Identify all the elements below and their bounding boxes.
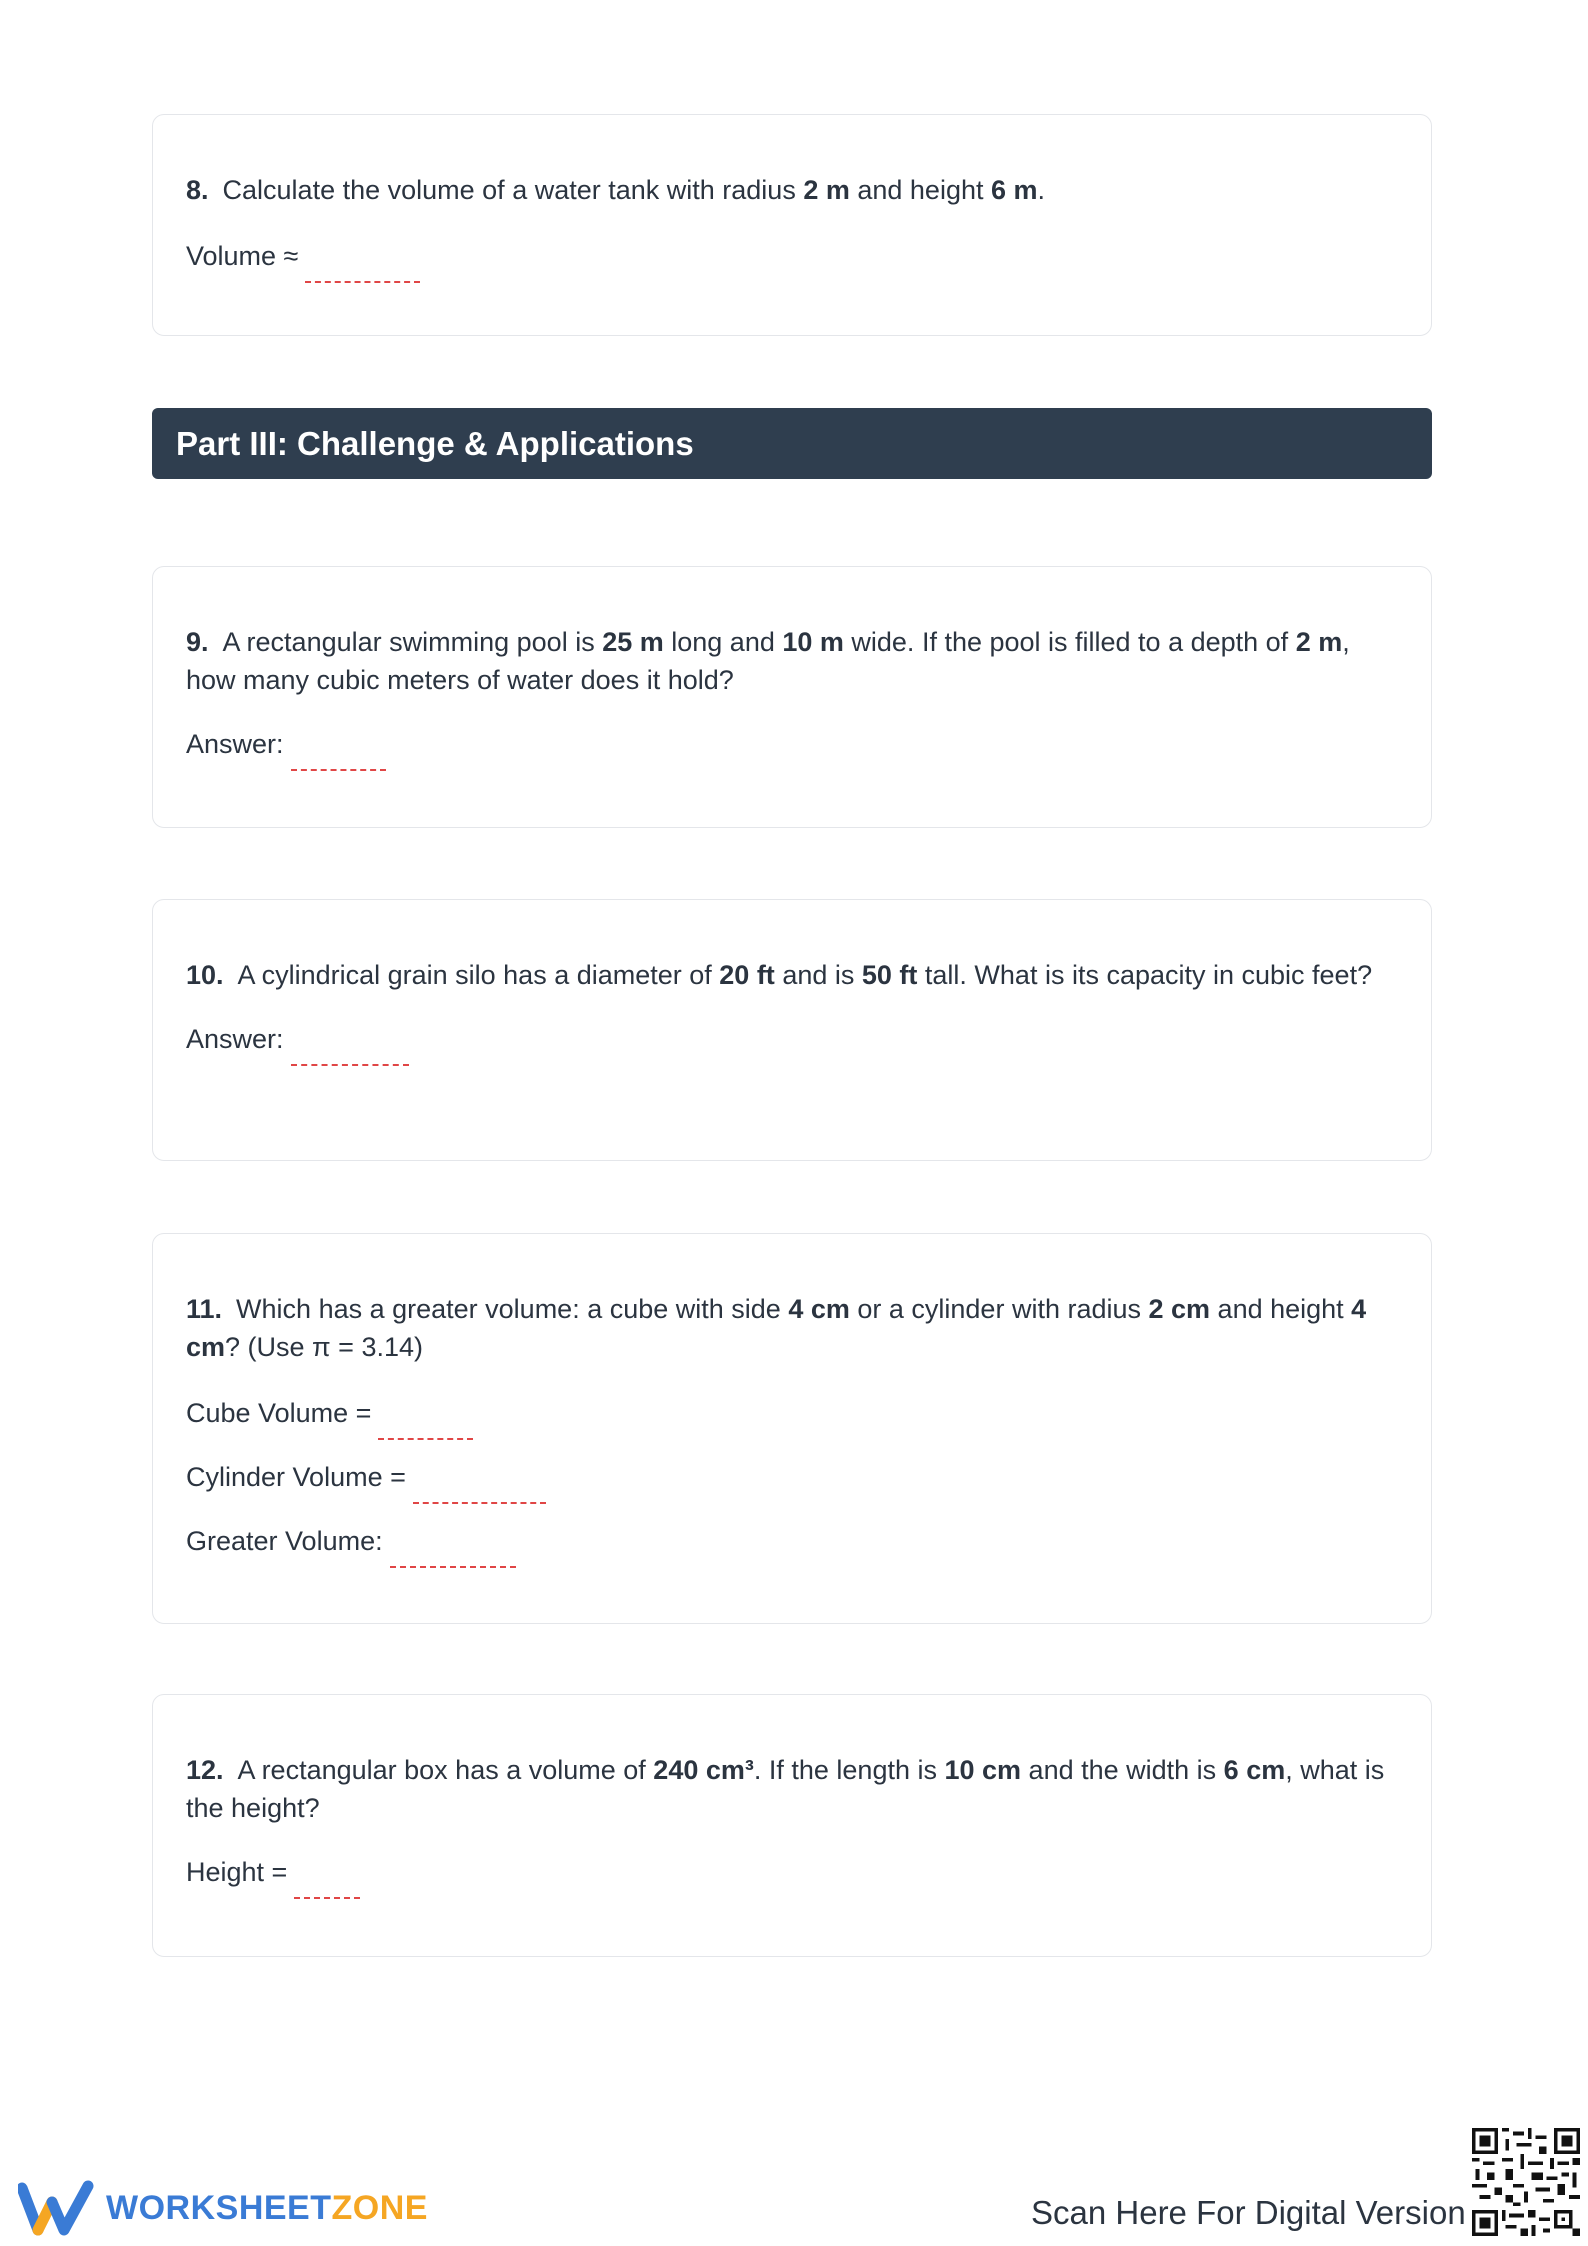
answer-label: Cube Volume = — [186, 1398, 372, 1428]
answer-label: Answer: — [186, 729, 284, 759]
answer-blank[interactable] — [390, 1546, 516, 1568]
answer-row — [186, 237, 1398, 275]
question-text: 8. Calculate the volume of a water tank with radius 2 m and height 6 m. — [186, 175, 1046, 205]
answer-blank[interactable] — [378, 1418, 473, 1440]
qr-code-icon[interactable] — [1472, 2128, 1580, 2236]
worksheetzone-logo[interactable] — [18, 2180, 428, 2236]
answer-row-cube — [186, 1394, 1398, 1432]
answer-label: Cylinder Volume = — [186, 1462, 406, 1492]
answer-row — [186, 725, 1398, 763]
question-number: 12. — [186, 1755, 224, 1785]
question-text: 10. A cylindrical grain silo has a diameter of 20 ft and is 50 ft tall. What is its capacity in cubic feet? — [186, 960, 1373, 990]
answer-blank[interactable] — [291, 1044, 409, 1066]
answer-row — [186, 1020, 1398, 1058]
section-header: Part III: Challenge & Applications — [152, 408, 1432, 479]
worksheetzone-logo-icon — [18, 2180, 94, 2236]
answer-blank[interactable] — [305, 261, 420, 283]
question-number: 9. — [186, 627, 209, 657]
question-card-10 — [152, 899, 1432, 1161]
question-text: 11. Which has a greater volume: a cube with side 4 cm or a cylinder with radius 2 cm and height 4 cm? (Use π = 3.14) — [186, 1294, 1367, 1362]
answer-label: Answer: — [186, 1024, 284, 1054]
question-text: 9. A rectangular swimming pool is 25 m long and 10 m wide. If the pool is filled to a depth of 2 m, how many cubic meters of water does it hold? — [186, 627, 1350, 695]
answer-label: Greater Volume: — [186, 1526, 383, 1556]
answer-label: Height = — [186, 1857, 288, 1887]
answer-row — [186, 1853, 1398, 1891]
answer-label: Volume ≈ — [186, 241, 299, 271]
answer-blank[interactable] — [413, 1482, 546, 1504]
question-number: 10. — [186, 960, 224, 990]
answer-blank[interactable] — [291, 749, 386, 771]
logo-text: WORKSHEETZONE — [106, 2188, 428, 2227]
question-number: 11. — [186, 1294, 223, 1324]
scan-caption: Scan Here For Digital Version — [1031, 2194, 1466, 2231]
answer-row-cylinder — [186, 1458, 1398, 1496]
question-card-8 — [152, 114, 1432, 336]
answer-row-greater — [186, 1522, 1398, 1560]
question-number: 8. — [186, 175, 209, 205]
question-card-12 — [152, 1694, 1432, 1957]
question-text: 12. A rectangular box has a volume of 240 cm³. If the length is 10 cm and the width is 6 cm, what is the height? — [186, 1755, 1385, 1823]
question-card-9 — [152, 566, 1432, 828]
question-card-11 — [152, 1233, 1432, 1624]
answer-blank[interactable] — [294, 1877, 360, 1899]
